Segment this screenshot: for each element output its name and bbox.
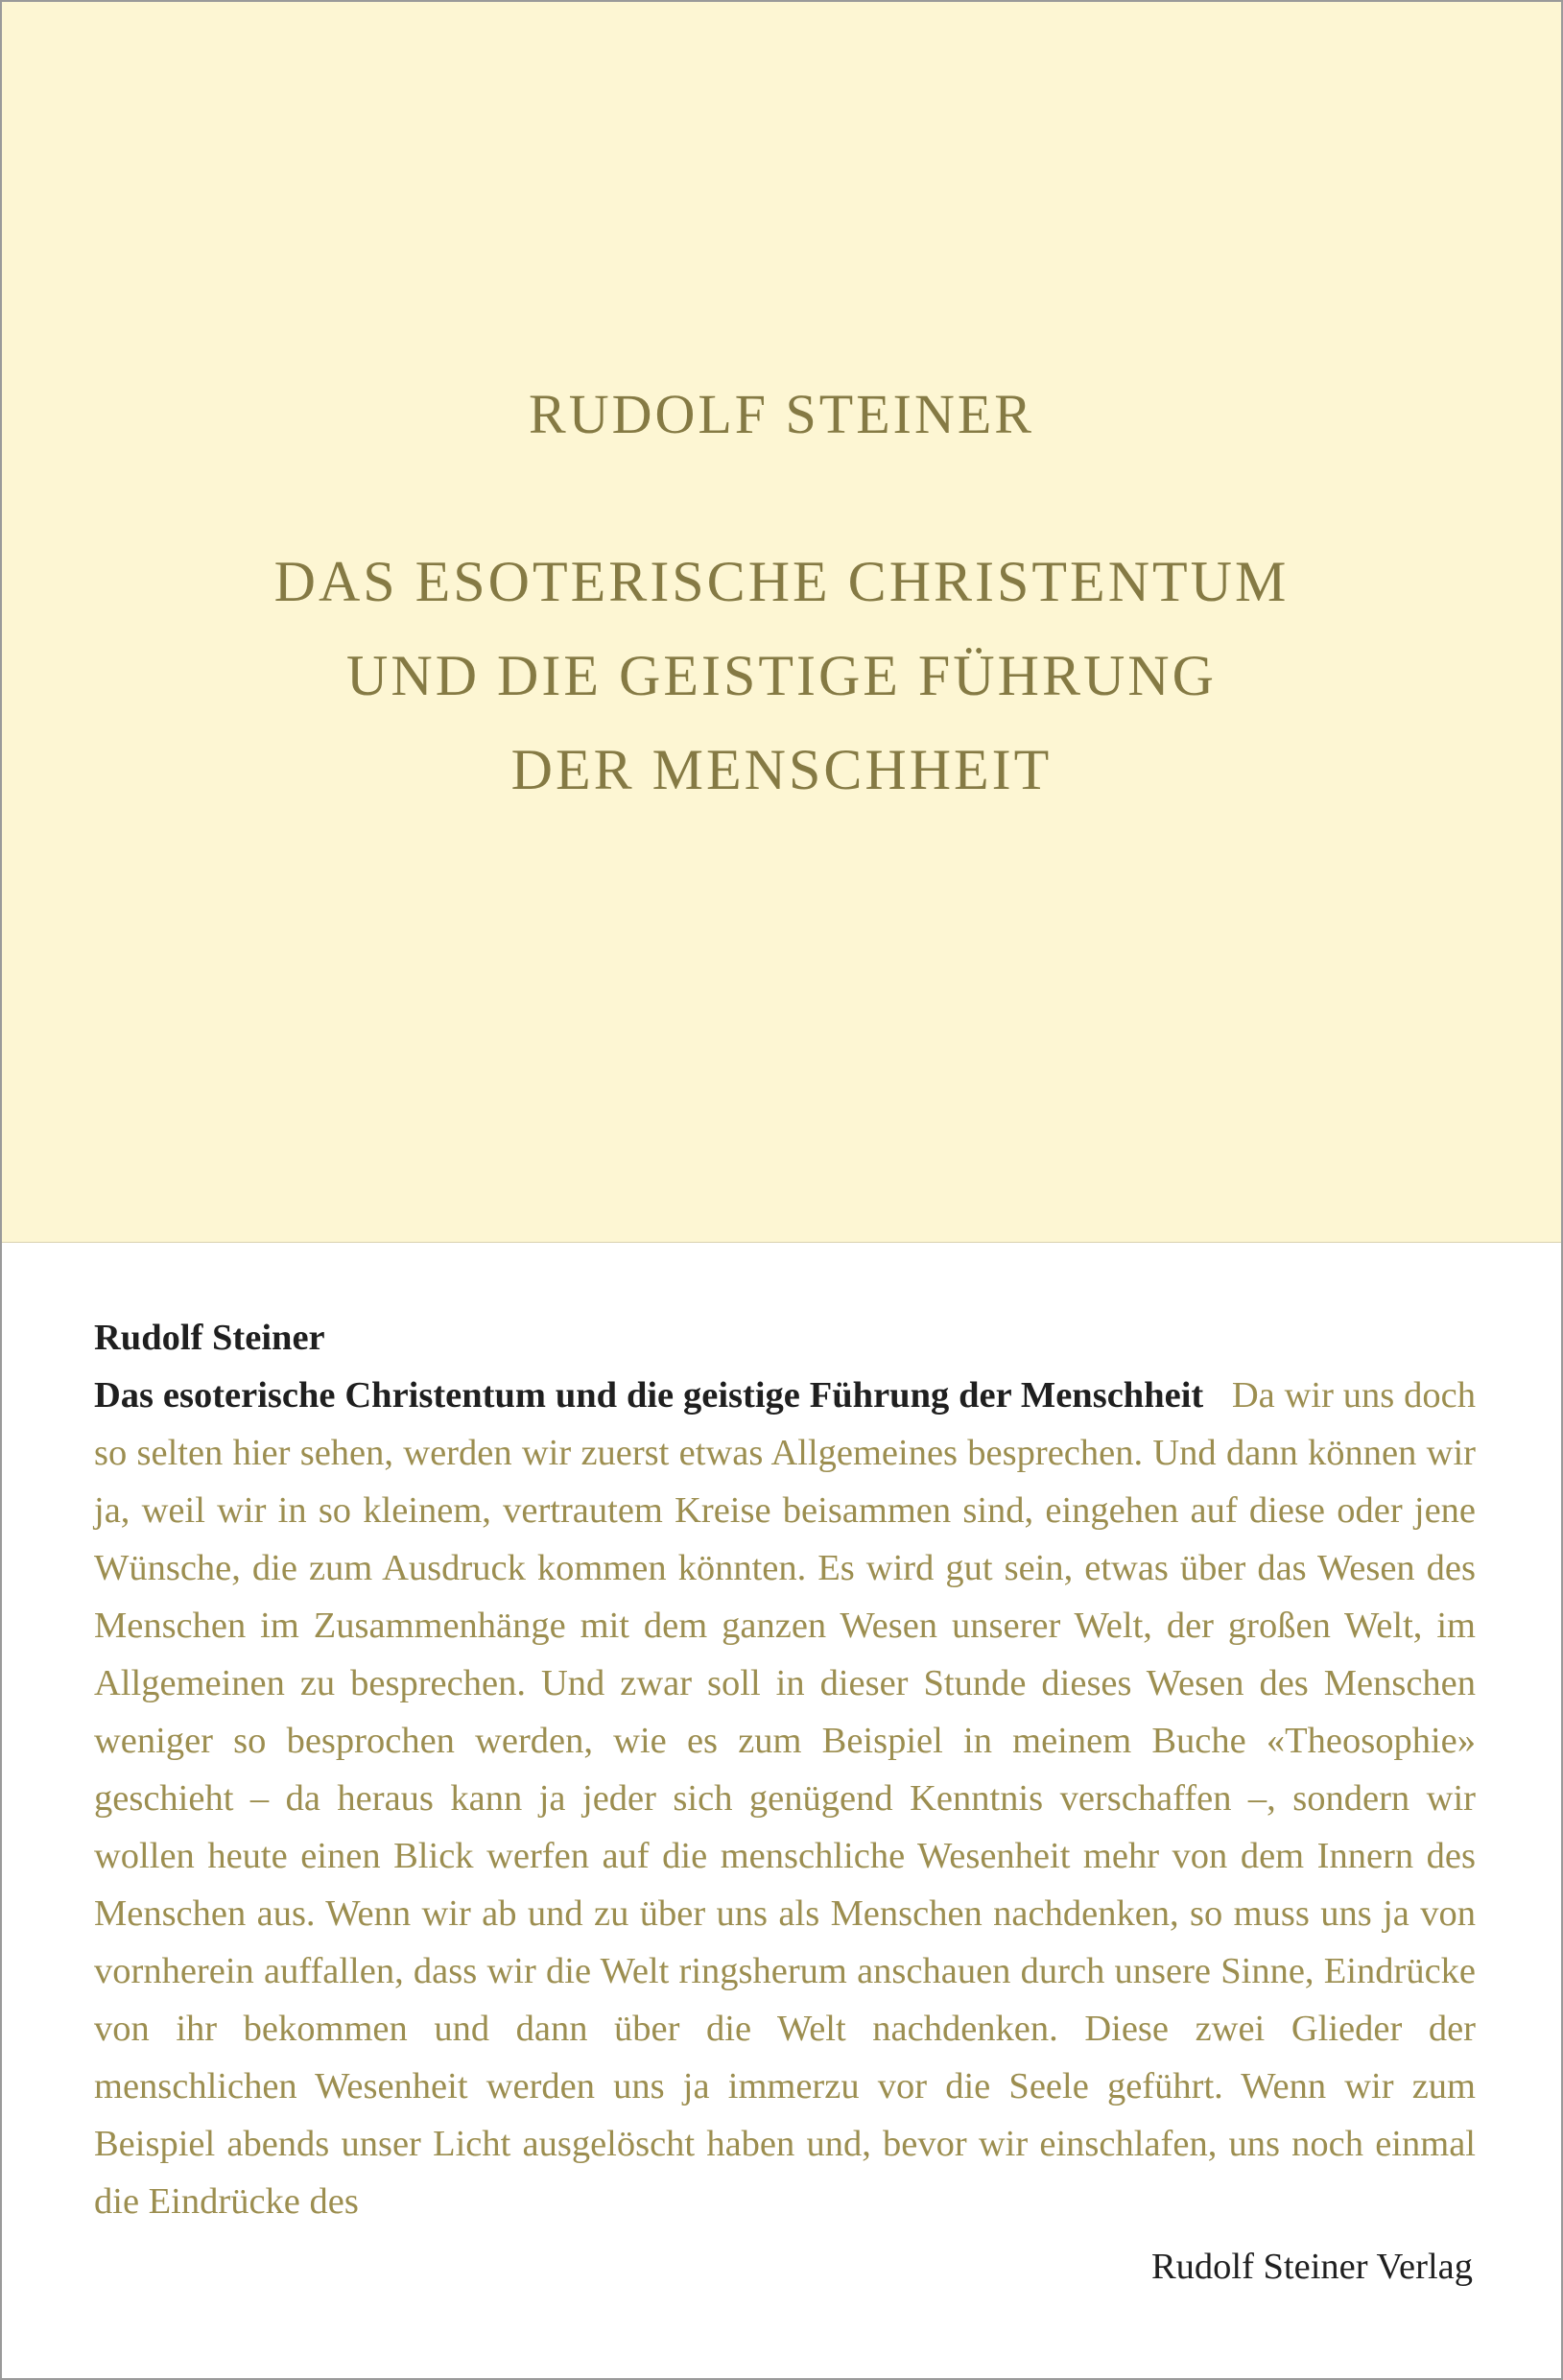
back-blurb — [94, 1309, 1476, 2230]
publisher-name: Rudolf Steiner Verlag — [1150, 2247, 1473, 2287]
blurb-title: Das esoterische Christentum und die geistige Führung der Menschheit — [94, 1375, 1204, 1416]
cover-title-line-2: UND DIE GEISTIGE FÜHRUNG — [346, 644, 1217, 707]
blurb-body: Da wir uns doch so selten hier sehen, werden wir zuerst etwas Allgemeines besprechen. Und dann können wir ja, weil wir in so kleinem, vertrautem Kreise beisammen sind, eingehen auf diese oder jene Wünsche, die zum Ausdruck kommen könnten. Es wird gut sein, etwas über das Wesen des Menschen im Zusammenhänge mit dem ganzen Wesen unserer Welt, der großen Welt, im Allgemeinen zu besprechen. Und zwar soll in dieser Stunde dieses Wesen des Menschen weniger so besprochen werden, wie es zum Beispiel in meinem Buche «Theosophie» geschieht – da heraus kann ja jeder sich genügend Kenntnis verschaffen –, sondern wir wollen heute einen Blick werfen auf die menschliche Wesenheit mehr von dem Innern des Menschen aus. Wenn wir ab und zu über uns als Menschen nachdenken, so muss uns ja von vornherein auffallen, dass wir die Welt ringsherum anschauen durch unsere Sinne, Eindrücke von ihr bekommen und dann über die Welt nachdenken. Diese zwei Glieder der menschlichen Wesenheit werden uns ja immerzu vor die Seele geführt. Wenn wir zum Beispiel abends unser Licht ausgelöscht haben und, bevor wir einschlafen, uns noch einmal die Eindrücke des — [94, 1375, 1476, 2222]
blurb-author: Rudolf Steiner — [94, 1318, 325, 1358]
cover-title-line-1: DAS ESOTERISCHE CHRISTENTUM — [273, 550, 1290, 613]
cover-top-panel — [2, 2, 1561, 1243]
blurb-paragraph — [94, 1367, 1476, 2230]
cover-title-line-3: DER MENSCHHEIT — [510, 738, 1053, 801]
cover-author: RUDOLF STEINER — [529, 383, 1034, 445]
